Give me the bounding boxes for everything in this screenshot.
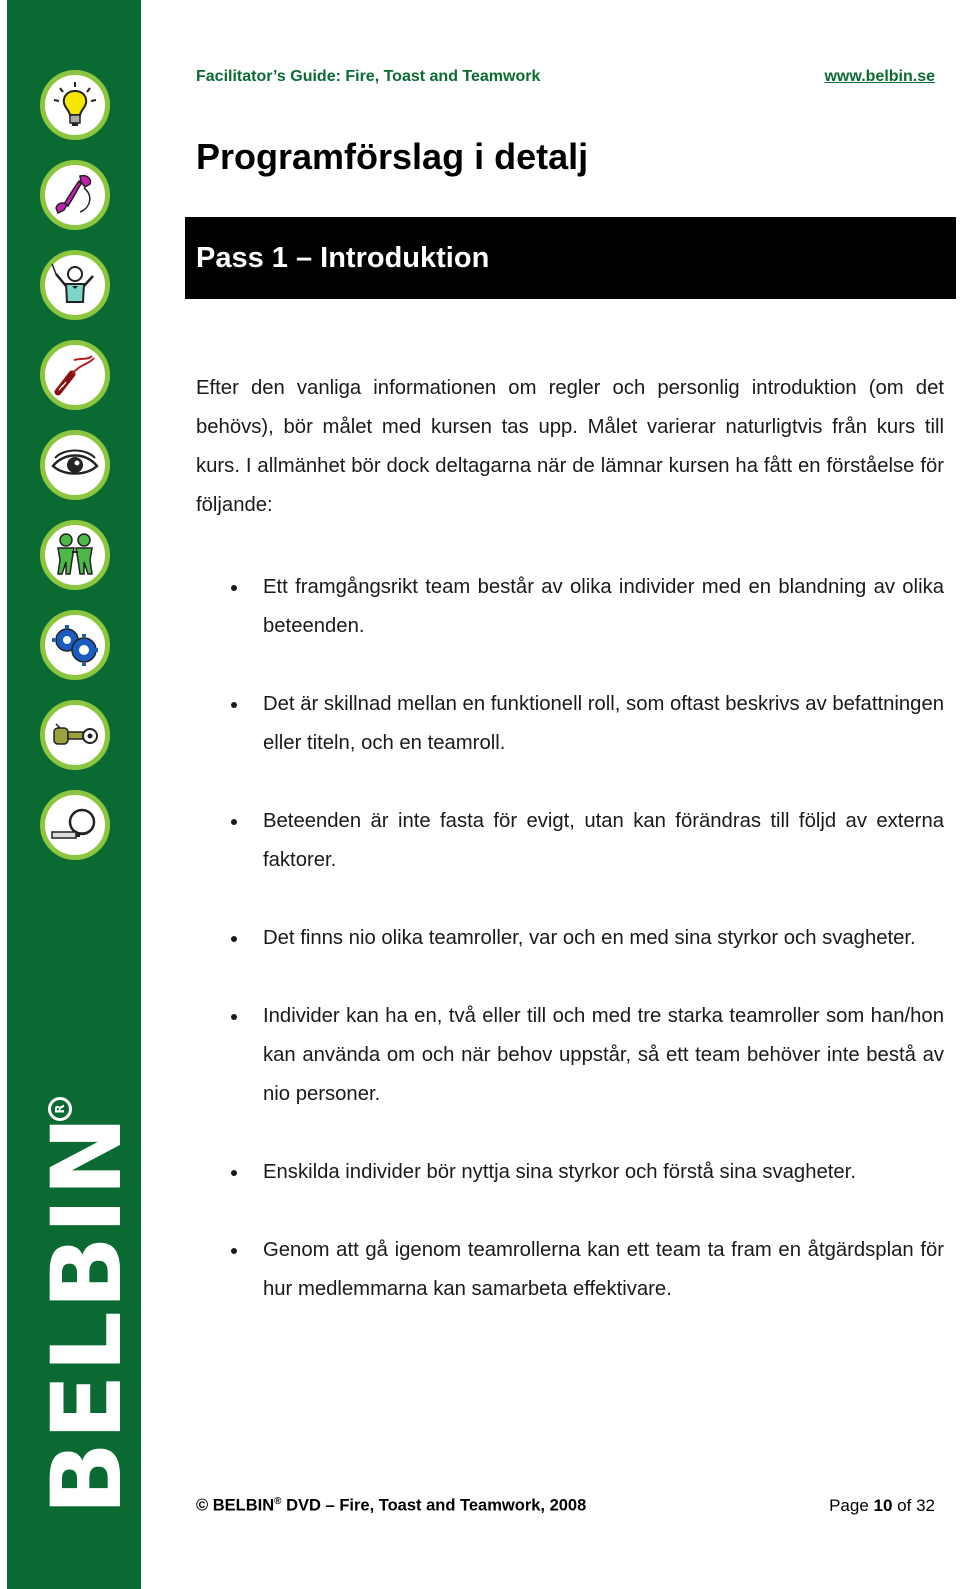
bullet-dot: [231, 819, 237, 825]
list-item: Enskilda individer bör nyttja sina styrkor och förstå sina svagheter.: [196, 1153, 944, 1192]
intro-paragraph: Efter den vanliga informationen om regler och personlig introduktion (om det behövs), bör målet med kursen tas upp. Målet varierar naturligtvis från kurs till kurs. I allmänhet bör dock deltagarna när de lämnar kursen ha fått en förståelse för följande:: [196, 377, 944, 516]
learning-goals-list: [196, 568, 944, 1309]
conductor-icon: [40, 250, 110, 320]
list-item: Individer kan ha en, två eller till och med tre starka teamroller som han/hon kan använda om och när behov uppstår, så ett team behöver inte bestå av nio personer.: [196, 997, 944, 1114]
bullet-dot: [231, 936, 237, 942]
bullet-dot: [231, 585, 237, 591]
bullet-dot: [231, 702, 237, 708]
bullet-dot: [231, 1014, 237, 1020]
list-item: Det är skillnad mellan en funktionell roll, som oftast beskrivs av befattningen eller titeln, och en teamroll.: [196, 685, 944, 763]
list-item: Det finns nio olika teamroller, var och en med sina styrkor och svagheter.: [196, 919, 944, 958]
website-link[interactable]: www.belbin.se: [824, 68, 935, 85]
lightbulb-icon: [40, 70, 110, 140]
two-people-icon: [40, 520, 110, 590]
bullet-dot: [231, 1170, 237, 1176]
gears-icon: [40, 610, 110, 680]
page-number: Page 10 of 32: [829, 1496, 935, 1515]
eye-icon: [40, 430, 110, 500]
magnifier-icon: [40, 790, 110, 860]
copyright-notice: © BELBIN® DVD – Fire, Toast and Teamwork, 2008: [196, 1496, 587, 1515]
brand-logo-text: BELBIN: [31, 1113, 143, 1515]
section-title: Pass 1 – Introduktion: [196, 241, 490, 274]
guide-title: Facilitator’s Guide: Fire, Toast and Teamwork: [196, 68, 541, 85]
list-item: Beteenden är inte fasta för evigt, utan kan förändras till följd av externa faktorer.: [196, 802, 944, 880]
registered-mark: R: [48, 1097, 72, 1121]
list-item: Genom att gå igenom teamrollerna kan ett team ta fram en åtgärdsplan för hur medlemmarna kan samarbeta effektivare.: [196, 1231, 944, 1309]
page-title: Programförslag i detalj: [196, 136, 589, 177]
key-icon: [40, 700, 110, 770]
section-header-bar: [185, 217, 956, 299]
telephone-icon: [40, 160, 110, 230]
whip-icon: [40, 340, 110, 410]
bullet-dot: [231, 1248, 237, 1254]
list-item: Ett framgångsrikt team består av olika individer med en blandning av olika beteenden.: [196, 568, 944, 646]
